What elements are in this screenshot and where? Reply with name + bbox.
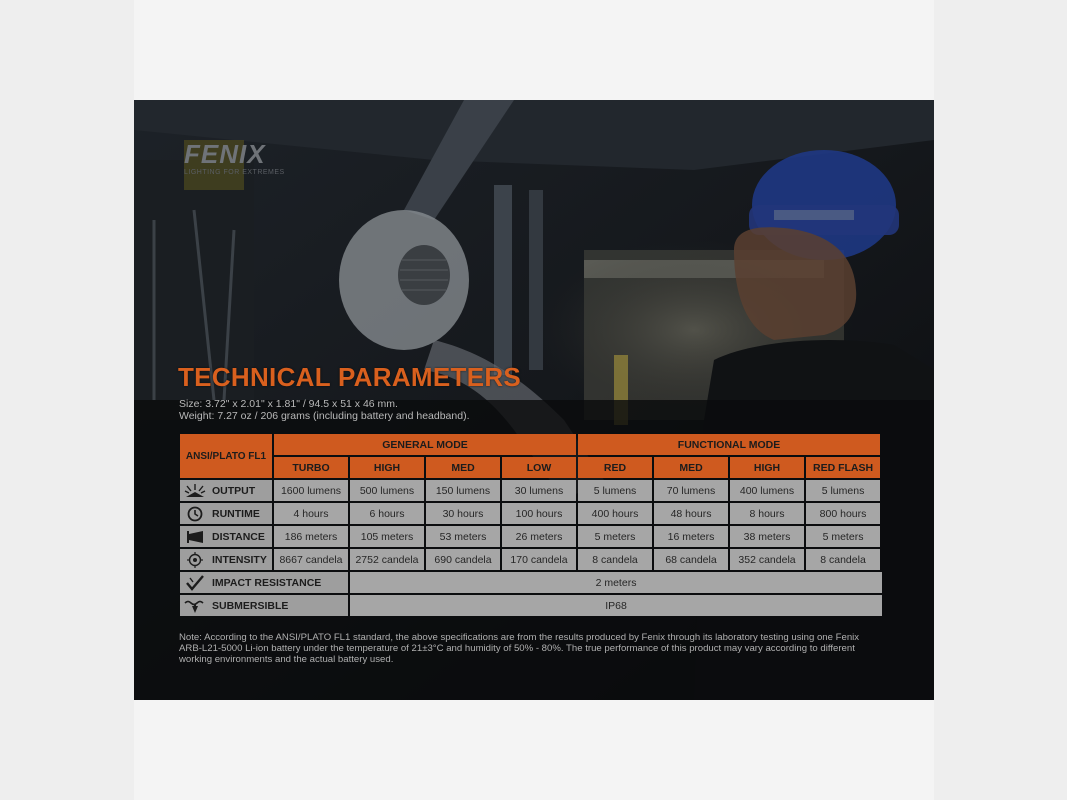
table-cell: 800 hours [806,503,880,524]
product-dimensions [179,398,470,422]
table-row [180,526,882,547]
table-cell: 26 meters [502,526,576,547]
submersible-value: IP68 [350,595,882,616]
row-label-text: IMPACT RESISTANCE [212,576,322,589]
page-margin-left [0,0,134,800]
mode-header: RED FLASH [806,457,880,478]
brand-name: FENIX [184,139,266,169]
table-cell: 170 candela [502,549,576,570]
intensity-icon [184,552,206,568]
row-label-intensity [180,549,272,570]
brand-tagline: LIGHTING FOR EXTREMES [184,169,285,176]
mode-header: TURBO [274,457,348,478]
table-cell: 5 meters [806,526,880,547]
table-cell: 400 lumens [730,480,804,501]
page-title: TECHNICAL PARAMETERS [178,362,522,392]
table-cell: 400 hours [578,503,652,524]
row-label-runtime [180,503,272,524]
row-label-text: INTENSITY [212,553,267,566]
table-row [180,572,882,593]
table-cell: 48 hours [654,503,728,524]
table-cell: 8 candela [806,549,880,570]
table-cell: 105 meters [350,526,424,547]
mode-header-row [180,457,882,478]
table-cell: 30 hours [426,503,500,524]
table-cell: 500 lumens [350,480,424,501]
technical-parameters-table [178,432,884,618]
table-cell: 186 meters [274,526,348,547]
table-cell: 38 meters [730,526,804,547]
row-label-text: OUTPUT [212,484,256,497]
table-cell: 1600 lumens [274,480,348,501]
mode-header: HIGH [350,457,424,478]
mode-header: HIGH [730,457,804,478]
size-line: Size: 3.72" x 2.01" x 1.81" / 94.5 x 51 x 46 mm. [179,398,398,410]
row-label-submersible [180,595,348,616]
clock-icon [184,506,206,522]
group-header-row [180,434,882,455]
table-cell: 16 meters [654,526,728,547]
table-row [180,503,882,524]
table-cell: 100 hours [502,503,576,524]
impact-icon [184,575,206,591]
table-cell: 30 lumens [502,480,576,501]
table-cell: 70 lumens [654,480,728,501]
row-label-impact-resistance [180,572,348,593]
table-cell: 8 hours [730,503,804,524]
output-icon [184,483,206,499]
table-cell: 690 candela [426,549,500,570]
general-mode-header: GENERAL MODE [274,434,576,455]
footnote: Note: According to the ANSI/PLATO FL1 standard, the above specifications are from the results produced by Fenix through its laboratory testing using one Fenix ARB-L21-5000 Li-ion battery under the temperature of 21±3°C and humidity of 50% - 80%. The true performance of this product may vary according to different working environments and the actual battery used. [179,632,860,665]
row-label-text: RUNTIME [212,507,260,520]
table-cell: 5 lumens [578,480,652,501]
row-label-output [180,480,272,501]
row-label-text: DISTANCE [212,530,265,543]
brand-logo [184,140,324,180]
row-label-distance [180,526,272,547]
table-row [180,480,882,501]
distance-icon [184,529,206,545]
table-cell: 352 candela [730,549,804,570]
mode-header: LOW [502,457,576,478]
product-poster [134,100,934,700]
table-cell: 8 candela [578,549,652,570]
table-row [180,549,882,570]
submersible-icon [184,598,206,614]
table-cell: 5 lumens [806,480,880,501]
row-label-text: SUBMERSIBLE [212,599,289,612]
mode-header: MED [426,457,500,478]
impact-resistance-value: 2 meters [350,572,882,593]
page-margin-right [934,0,1067,800]
functional-mode-header: FUNCTIONAL MODE [578,434,880,455]
table-cell: 5 meters [578,526,652,547]
table-cell: 53 meters [426,526,500,547]
table-cell: 68 candela [654,549,728,570]
table-cell: 2752 candela [350,549,424,570]
mode-header: MED [654,457,728,478]
table-cell: 8667 candela [274,549,348,570]
table-row [180,595,882,616]
table-cell: 150 lumens [426,480,500,501]
weight-line: Weight: 7.27 oz / 206 grams (including battery and headband). [179,410,470,422]
table-cell: 6 hours [350,503,424,524]
mode-header: RED [578,457,652,478]
standard-label: ANSI/PLATO FL1 [180,434,272,478]
table-cell: 4 hours [274,503,348,524]
